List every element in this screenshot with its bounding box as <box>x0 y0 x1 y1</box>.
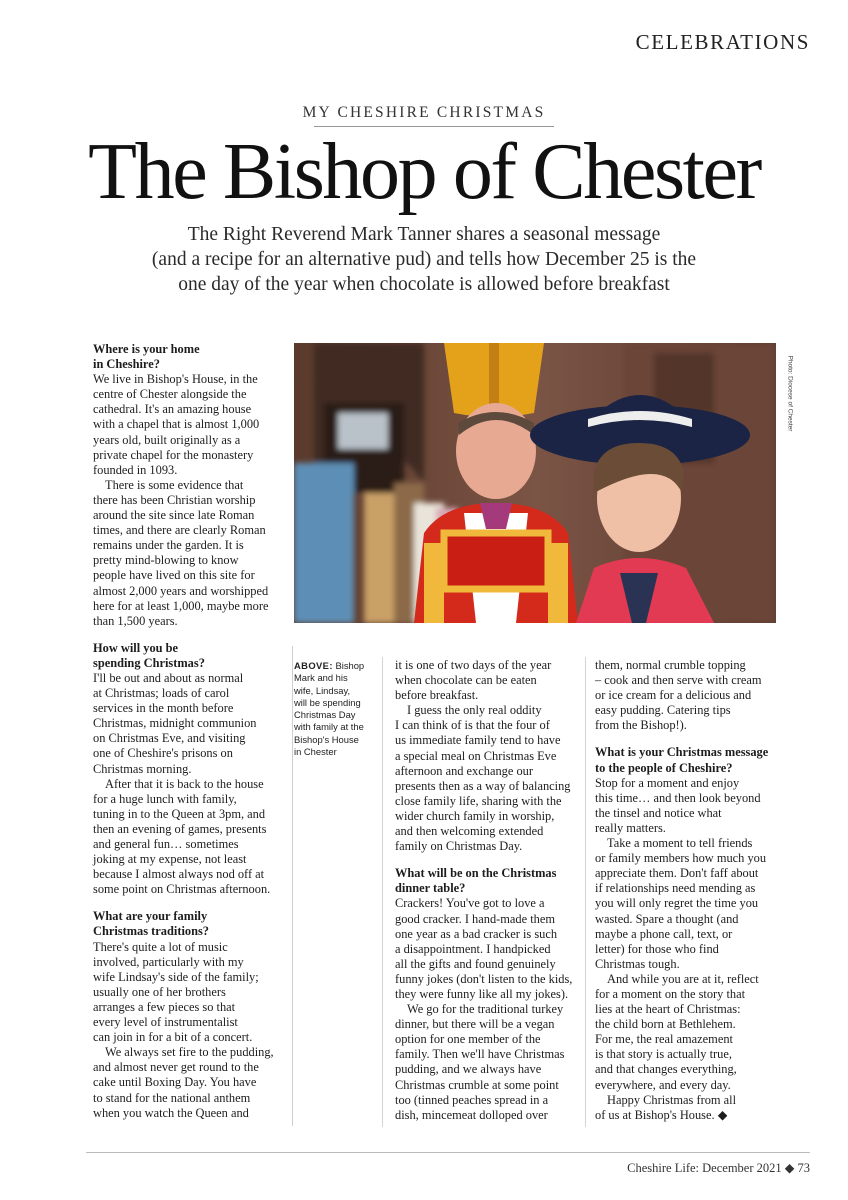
body-text-line: option for one member of the <box>395 1032 541 1047</box>
photo-credit: Photo: Diocese of Chester <box>786 355 794 432</box>
body-text-line: all the gifts and found genuinely <box>395 956 556 971</box>
body-text-line: Happy Christmas from all <box>607 1092 737 1107</box>
question-heading: What are your family <box>93 909 208 924</box>
article-column-1 <box>93 342 285 1121</box>
body-text-line: this time… and then look beyond <box>595 790 761 805</box>
body-text-line: dish, mincemeat dolloped over <box>395 1107 548 1122</box>
body-text-line: funny jokes (don't listen to the kids, <box>395 971 573 986</box>
article-column-4 <box>595 658 785 1123</box>
body-text-line: There's quite a lot of music <box>93 939 228 954</box>
body-text-line: one of Cheshire's prisons on <box>93 746 233 761</box>
body-text-line: wider church family in worship, <box>395 808 555 823</box>
paragraph-gap <box>395 854 577 866</box>
body-text-line: for a moment on the story that <box>595 986 746 1001</box>
body-text-line: people have lived on this site for <box>93 568 255 583</box>
headline: The Bishop of Chester <box>88 128 760 216</box>
paragraph-gap <box>595 733 785 745</box>
standfirst-line: one day of the year when chocolate is allowed before breakfast <box>178 274 670 295</box>
paragraph-gap <box>93 897 285 909</box>
body-text-line: is that story is actually true, <box>595 1047 732 1062</box>
body-text-line: around the site since late Roman <box>93 508 255 523</box>
body-text-line: remains under the garden. It is <box>93 538 244 553</box>
body-text-line: good cracker. I hand-made them <box>395 911 555 926</box>
page-footer: Cheshire Life: December 2021 ◆ 73 <box>627 1161 810 1175</box>
body-text-line: afternoon and exchange our <box>395 763 533 778</box>
body-text-line: some point on Christmas afternoon. <box>93 882 271 897</box>
body-text-line: and general fun… sometimes <box>93 837 239 851</box>
body-text-line: There is some evidence that <box>105 477 244 492</box>
body-text-line: I'll be out and about as normal <box>93 670 244 685</box>
body-text-line: really matters. <box>595 820 666 835</box>
column-rule <box>585 657 586 1127</box>
body-text-line: Christmas morning. <box>93 761 192 776</box>
body-text-line: and that changes everything, <box>595 1062 737 1077</box>
article-column-3 <box>395 658 577 1123</box>
body-text-line: it is one of two days of the year <box>395 658 552 672</box>
body-text-line: or ice cream for a delicious and <box>595 688 752 703</box>
body-text-line: them, normal crumble topping <box>595 658 746 672</box>
body-text-line: Christmas tough. <box>595 956 680 971</box>
standfirst-line: (and a recipe for an alternative pud) and tells how December 25 is the <box>151 249 697 270</box>
body-text-line: Stop for a moment and enjoy <box>595 775 740 790</box>
question-heading: dinner table? <box>395 881 466 896</box>
body-text-line: when chocolate can be eaten <box>395 673 537 688</box>
question-heading: Christmas traditions? <box>93 924 209 939</box>
photo-caption: ABOVE: Bishop Mark and his wife, Lindsay, will be spending Christmas Day with family at the Bishop's House in Chester <box>294 660 365 758</box>
body-text-line: and then welcoming extended <box>395 824 544 839</box>
body-text-line: And while you are at it, reflect <box>607 971 759 986</box>
question-heading: How will you be <box>93 640 179 655</box>
body-text-line: We go for the traditional turkey <box>407 1002 564 1017</box>
body-text-line: I can think of is that the four of <box>395 718 550 733</box>
body-text-line: than 1,500 years. <box>93 613 178 628</box>
body-text-line: family. Then we'll have Christmas <box>395 1047 565 1062</box>
body-text-line: appreciate them. Don't faff about <box>595 866 759 881</box>
paragraph-gap <box>93 629 285 641</box>
body-text-line: services in the month before <box>93 701 234 716</box>
kicker: MY CHESHIRE CHRISTMAS <box>302 104 546 121</box>
body-text-line: from the Bishop!). <box>595 718 687 733</box>
body-text-line: wife Lindsay's side of the family; <box>93 969 259 984</box>
question-heading: What is your Christmas message <box>595 745 769 760</box>
body-text-line: – cook and then serve with cream <box>595 673 762 688</box>
body-text-line: or family members how much you <box>595 851 767 866</box>
question-heading: in Cheshire? <box>93 357 160 372</box>
body-text-line: usually one of her brothers <box>93 984 226 999</box>
body-text-line: too (tinned peaches spread in a <box>395 1092 549 1107</box>
question-heading: What will be on the Christmas <box>395 866 557 881</box>
body-text-line: of us at Bishop's House. ◆ <box>595 1107 728 1122</box>
body-text-line: then an evening of games, presents <box>93 821 267 836</box>
body-text-line: tuning in to the Queen at 3pm, and <box>93 806 266 821</box>
body-text-line: letter) for those who find <box>595 941 719 956</box>
body-text-line: every level of instrumentalist <box>93 1015 238 1030</box>
body-text-line: Crackers! You've got to love a <box>395 896 545 911</box>
body-text-line: close family life, sharing with the <box>395 793 562 808</box>
body-text-line: pudding, and we always have <box>395 1062 542 1077</box>
column-rule <box>382 657 383 1127</box>
question-heading: spending Christmas? <box>93 655 205 670</box>
question-heading: Where is your home <box>93 342 200 356</box>
body-text-line: to stand for the national anthem <box>93 1090 251 1105</box>
body-text-line: easy pudding. Catering tips <box>595 703 731 718</box>
body-text-line: one year as a bad cracker is such <box>395 926 558 941</box>
body-text-line: can join in for a bit of a concert. <box>93 1030 253 1045</box>
body-text-line: a disappointment. I handpicked <box>395 941 551 956</box>
body-text-line: times, and there are clearly Roman <box>93 523 266 538</box>
body-text-line: years old, built originally as a <box>93 432 241 447</box>
body-text-line: Christmas, midnight communion <box>93 716 257 731</box>
section-label: CELEBRATIONS <box>635 30 810 54</box>
body-text-line: For me, the real amazement <box>595 1032 733 1047</box>
body-text-line: with a chapel that is almost 1,000 <box>93 417 260 432</box>
body-text-line: us immediate family tend to have <box>395 733 561 748</box>
body-text-line: joking at my expense, not least <box>93 852 247 867</box>
body-text-line: After that it is back to the house <box>105 776 264 791</box>
body-text-line: I guess the only real oddity <box>407 703 542 718</box>
body-text-line: family on Christmas Day. <box>395 839 523 854</box>
body-text-line: if relationships need mending as <box>595 881 756 896</box>
body-text-line: they were funny like all my jokes). <box>395 986 569 1001</box>
body-text-line: founded in 1093. <box>93 462 178 477</box>
body-text-line: involved, particularly with my <box>93 954 244 969</box>
body-text-line: We live in Bishop's House, in the <box>93 372 258 387</box>
body-text-line: for a huge lunch with family, <box>93 791 237 806</box>
body-text-line: everywhere, and every day. <box>595 1077 731 1092</box>
photo <box>294 343 776 623</box>
body-text-line: the tinsel and notice what <box>595 805 722 820</box>
body-text-line: private chapel for the monastery <box>93 447 254 462</box>
body-text-line: arranges a few pieces so that <box>93 999 236 1014</box>
body-text-line: Christmas crumble at some point <box>395 1077 559 1092</box>
body-text-line: cake until Boxing Day. You have <box>93 1075 257 1090</box>
body-text-line: lies at the heart of Christmas: <box>595 1002 741 1017</box>
body-text-line: presents then as a way of balancing <box>395 778 571 793</box>
body-text-line: dinner, but there will be a vegan <box>395 1017 555 1032</box>
body-text-line: cathedral. It's an amazing house <box>93 402 252 417</box>
body-text-line: when you watch the Queen and <box>93 1105 249 1120</box>
caption-rule <box>292 646 293 1126</box>
question-heading: to the people of Cheshire? <box>595 760 733 775</box>
standfirst-line: The Right Reverend Mark Tanner shares a seasonal message <box>187 224 661 245</box>
body-text-line: at Christmas; loads of carol <box>93 686 230 701</box>
body-text-line: Take a moment to tell friends <box>607 836 753 851</box>
body-text-line: there has been Christian worship <box>93 492 256 507</box>
body-text-line: on Christmas Eve, and visiting <box>93 731 246 746</box>
body-text-line: We always set fire to the pudding, <box>105 1045 274 1060</box>
body-text-line: maybe a phone call, text, or <box>595 926 733 941</box>
body-text-line: because I almost always nod off at <box>93 867 265 882</box>
body-text-line: and almost never get round to the <box>93 1060 259 1075</box>
body-text-line: almost 2,000 years and worshipped <box>93 583 269 598</box>
footer-rule <box>86 1152 810 1153</box>
body-text-line: wasted. Spare a thought (and <box>595 911 739 926</box>
standfirst <box>120 222 728 297</box>
body-text-line: centre of Chester alongside the <box>93 387 247 402</box>
body-text-line: a special meal on Christmas Eve <box>395 748 557 763</box>
body-text-line: you will only regret the time you <box>595 896 759 911</box>
body-text-line: pretty mind-blowing to know <box>93 553 239 568</box>
body-text-line: the child born at Bethlehem. <box>595 1017 736 1032</box>
body-text-line: before breakfast. <box>395 688 479 703</box>
body-text-line: here for at least 1,000, maybe more <box>93 598 269 613</box>
caption-label: ABOVE: <box>294 660 333 671</box>
